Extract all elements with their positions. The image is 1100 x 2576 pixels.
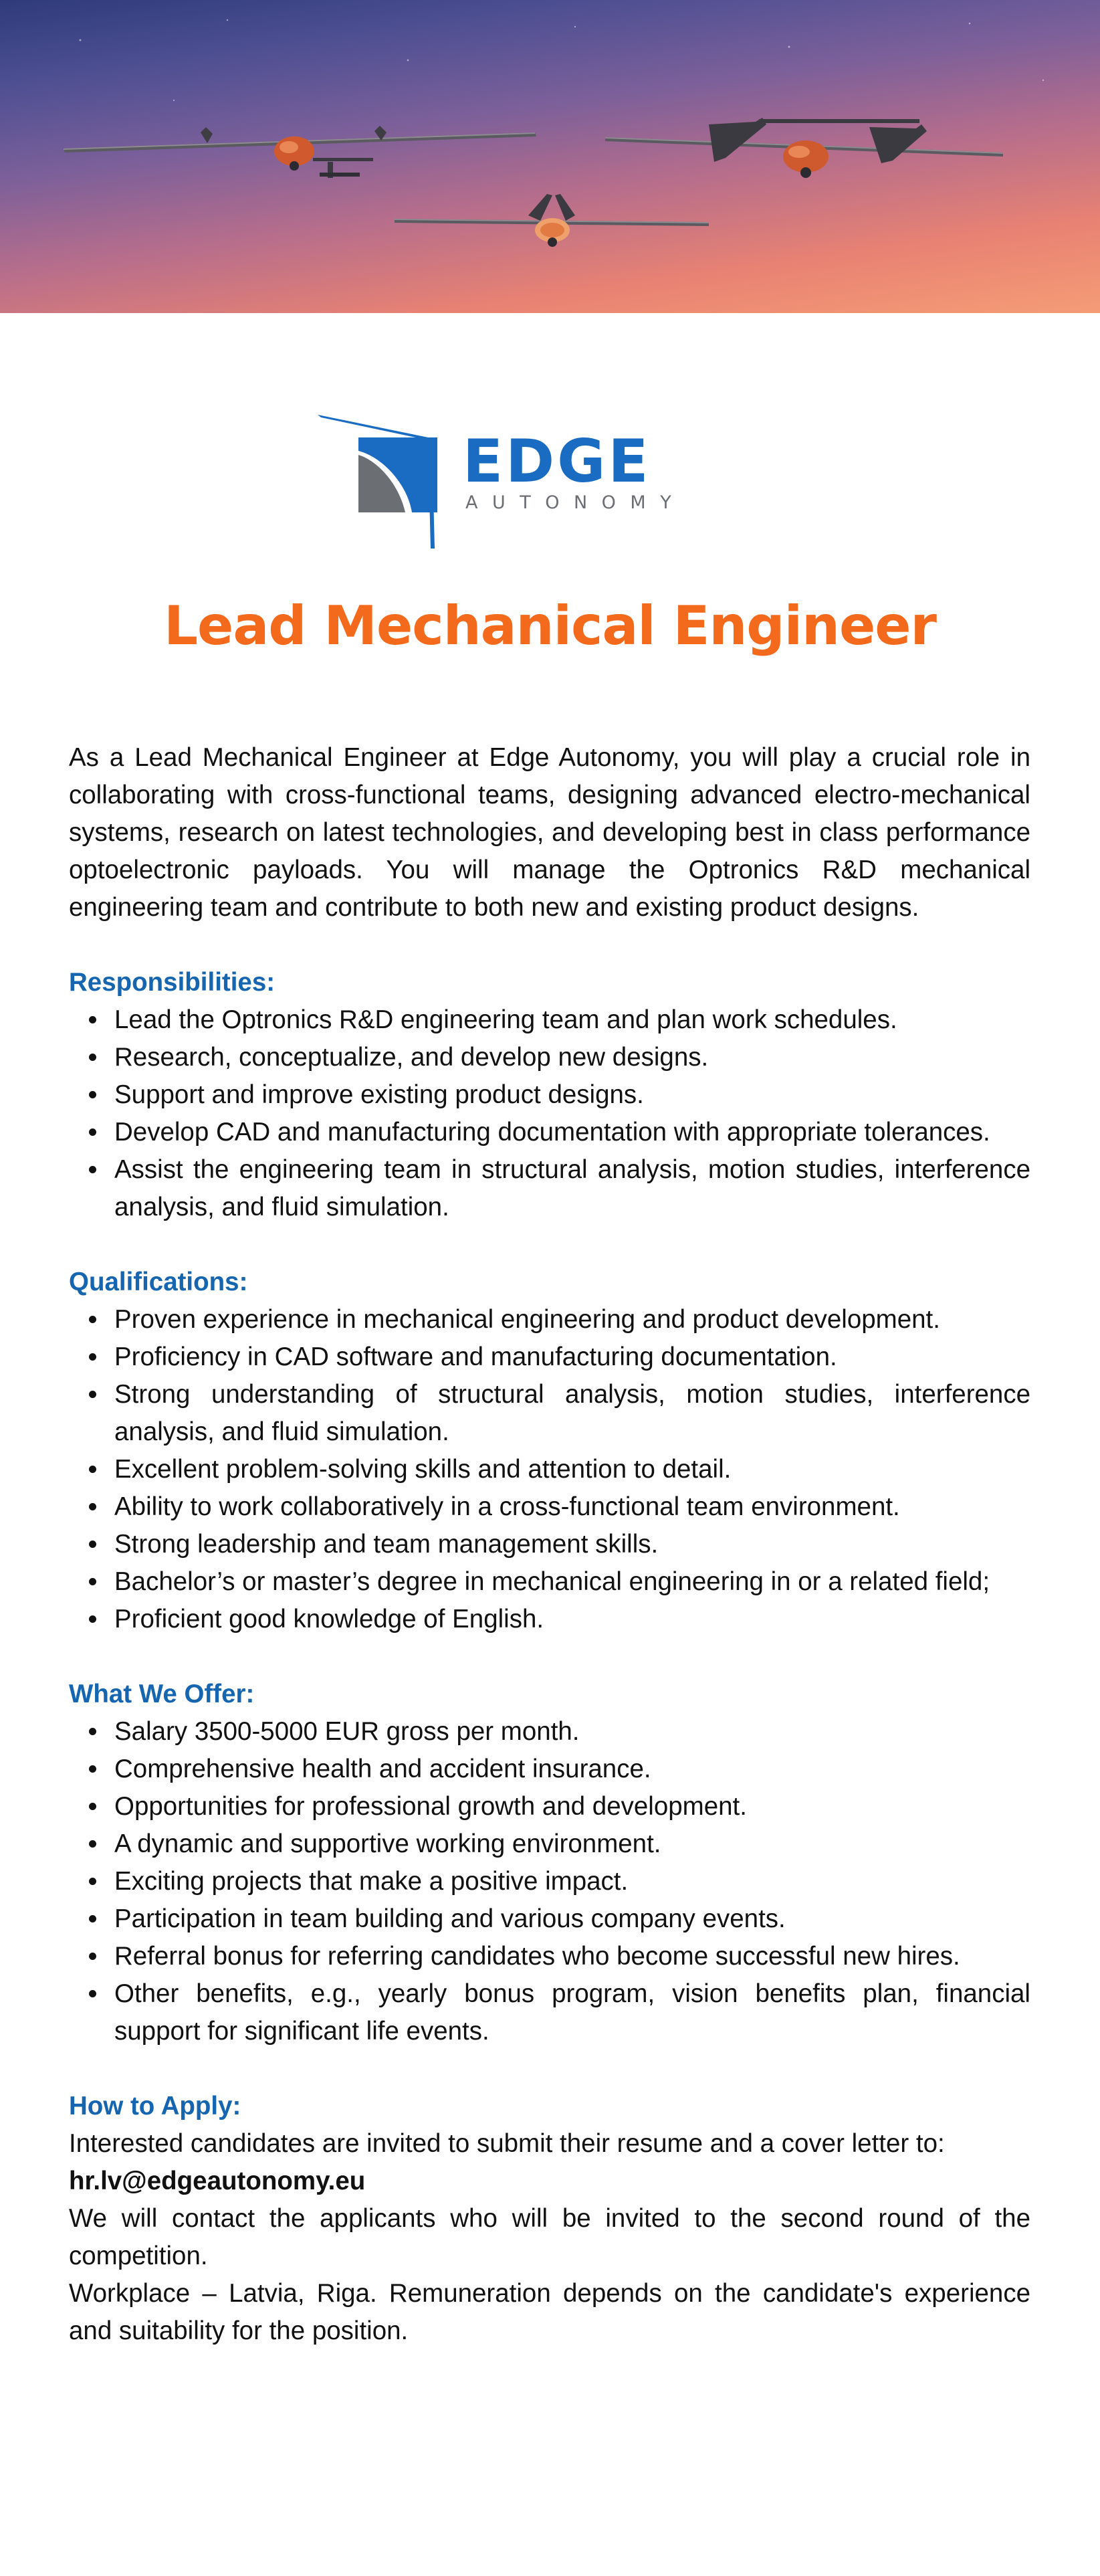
logo-emblem [318, 415, 437, 549]
logo-word-edge: EDGE [463, 427, 651, 496]
list-item: Research, conceptualize, and develop new designs. [114, 1039, 1030, 1076]
list-item: Other benefits, e.g., yearly bonus program, vision benefits plan, financial support for significant life events. [114, 1975, 1030, 2050]
list-item: Comprehensive health and accident insurance. [114, 1751, 1030, 1788]
drone-left [64, 126, 536, 178]
drones-illustration [0, 0, 1100, 313]
qualifications-list [69, 1301, 1030, 1638]
apply-contact-note: We will contact the applicants who will be invited to the second round of the competition. [69, 2204, 1030, 2270]
list-item: Bachelor’s or master’s degree in mechanical engineering in or a related field; [114, 1563, 1030, 1601]
intro-paragraph: As a Lead Mechanical Engineer at Edge Autonomy, you will play a crucial role in collaborating with cross-functional teams, designing advanced electro-mechanical systems, research on latest technologies, and developing best in class performance optoelectronic payloads. You will manage the Optronics R&D mechanical engineering team and contribute to both new and existing product designs. [69, 743, 1030, 922]
qualifications-heading: Qualifications: [69, 1268, 248, 1296]
list-item: Develop CAD and manufacturing documentation with appropriate tolerances. [114, 1114, 1030, 1151]
list-item: Exciting projects that make a positive impact. [114, 1863, 1030, 1900]
drone-center [395, 194, 709, 247]
job-description [69, 739, 1030, 2350]
list-item: Support and improve existing product designs. [114, 1076, 1030, 1114]
list-item: Proficiency in CAD software and manufacturing documentation. [114, 1339, 1030, 1376]
list-item: Excellent problem-solving skills and attention to detail. [114, 1451, 1030, 1488]
hero-banner [0, 0, 1100, 313]
workplace-note: Workplace – Latvia, Riga. Remuneration depends on the candidate's experience and suitability for the position. [69, 2279, 1030, 2345]
list-item: Strong leadership and team management skills. [114, 1526, 1030, 1563]
drone-right [605, 118, 1003, 178]
list-item: Proven experience in mechanical engineering and product development. [114, 1301, 1030, 1339]
responsibilities-list [69, 1001, 1030, 1226]
logo-word-autonomy: AUTONOMY [465, 492, 686, 513]
list-item: Assist the engineering team in structural analysis, motion studies, interference analysis, and fluid simulation. [114, 1151, 1030, 1226]
responsibilities-heading: Responsibilities: [69, 968, 276, 997]
list-item: Opportunities for professional growth and development. [114, 1788, 1030, 1825]
list-item: Referral bonus for referring candidates who become successful new hires. [114, 1938, 1030, 1975]
list-item: Proficient good knowledge of English. [114, 1601, 1030, 1638]
apply-instructions: Interested candidates are invited to submit their resume and a cover letter to: [69, 2129, 945, 2158]
list-item: Salary 3500-5000 EUR gross per month. [114, 1713, 1030, 1751]
page-title: Lead Mechanical Engineer [164, 595, 936, 657]
offer-heading: What We Offer: [69, 1680, 255, 1708]
list-item: Ability to work collaboratively in a cross-functional team environment. [114, 1488, 1030, 1526]
offer-list [69, 1713, 1030, 2050]
company-logo [314, 415, 729, 549]
apply-email-link[interactable]: hr.lv@edgeautonomy.eu [69, 2167, 366, 2195]
apply-heading: How to Apply: [69, 2092, 241, 2120]
list-item: Participation in team building and various company events. [114, 1900, 1030, 1938]
list-item: Strong understanding of structural analysis, motion studies, interference analysis, and fluid simulation. [114, 1376, 1030, 1451]
list-item: A dynamic and supportive working environment. [114, 1825, 1030, 1863]
list-item: Lead the Optronics R&D engineering team and plan work schedules. [114, 1001, 1030, 1039]
